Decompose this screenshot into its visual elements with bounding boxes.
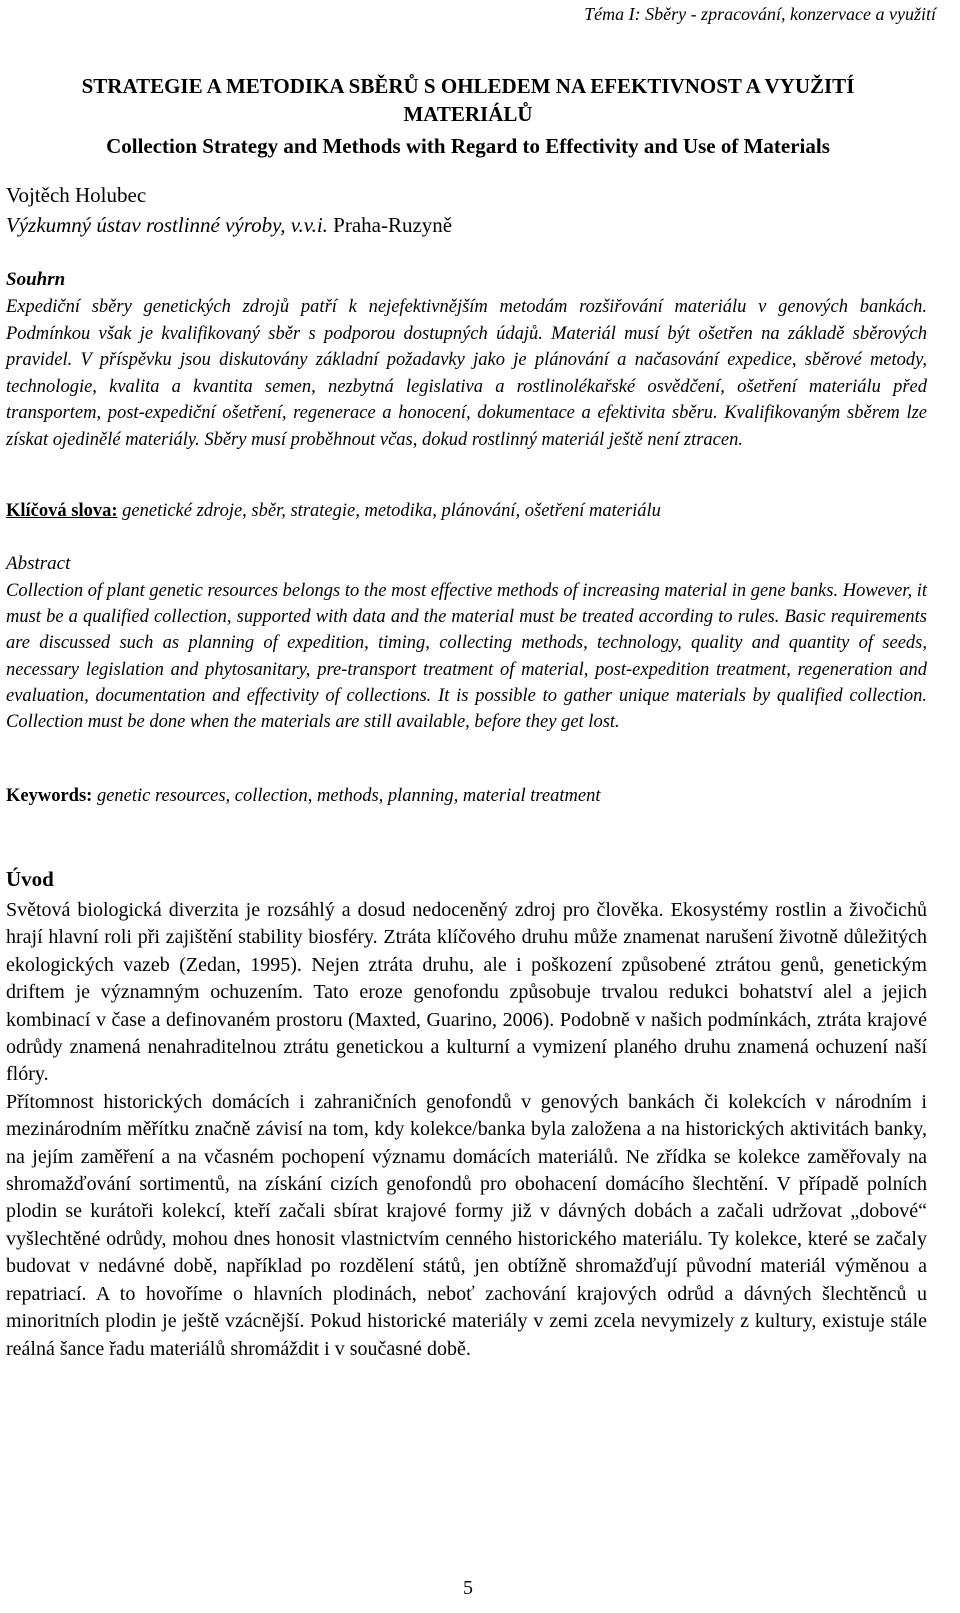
- keywords-en: [6, 786, 600, 807]
- souhrn-text: Expediční sběry genetických zdrojů patří k nejefektivnějším metodám rozšiřování materiálu v genových bankách. Podmínkou však je kvalifikovaný sběr s podporou dostupných údajů. Materiál musí být ošetřen na základě sběrových pravidel. V příspěvku jsou diskutovány základní požadavky jako je plánování a načasování expedice, sběrové metody, technologie, kvalita a kvantita semen, nezbytná legislativa a rostlinolékařské osvědčení, ošetření materiálu před transportem, post-expediční ošetření, regenerace a honocení, dokumentace a efektivita sběru. Kvalifikovaným sběrem lze získat ojedinělé materiály. Sběry musí proběhnout včas, dokud rostlinný materiál ještě není ztracen.: [6, 297, 927, 450]
- keywords-cz: [6, 501, 661, 522]
- keywords-cz-text: genetické zdroje, sběr, strategie, metodika, plánování, ošetření materiálu: [122, 501, 661, 521]
- uvod-heading: Úvod: [6, 867, 54, 891]
- affiliation-location: Praha-Ruzyně: [333, 213, 453, 237]
- abstract-text: Collection of plant genetic resources belongs to the most effective methods of increasing material in gene banks. However, it must be a qualified collection, supported with data and the material must be treated according to rules. Basic requirements are discussed such as planning of expedition, timing, collecting methods, technology, quality and quantity of seeds, necessary legislation and phytosanitary, pre-transport treatment of material, post-expedition treatment, regeneration and evaluation, documentation and effectivity of collections. It is possible to gather unique materials by qualified collection. Collection must be done when the materials are still available, before they get lost.: [6, 581, 927, 733]
- author-name: Vojtěch Holubec: [6, 183, 147, 207]
- uvod-body: [6, 897, 927, 1363]
- affiliation-institute: Výzkumný ústav rostlinné výroby, v.v.i.: [6, 213, 328, 237]
- page-number: 5: [463, 1577, 473, 1599]
- paper-title: [0, 72, 936, 160]
- title-cz-line1: STRATEGIE A METODIKA SBĚRŮ S OHLEDEM NA EFEKTIVNOST A VYUŽITÍ: [81, 74, 855, 98]
- souhrn-heading: Souhrn: [6, 269, 66, 290]
- uvod-paragraph: Světová biologická diverzita je rozsáhlý a dosud nedoceněný zdroj pro člověka. Ekosystémy rostlin a živočichů hrají hlavní roli při zajištění stability biosféry. Ztráta klíčového druhu může znamenat narušení životně důležitých ekologických vazeb (Zedan, 1995). Nejen ztráta druhu, ale i poškození způsobené ztrátou genů, genetickým driftem je významným ochuzením. Tato eroze genofondu způsobuje trvalou redukci bohatství alel a jejich kombinací v čase a definovaném prostoru (Maxted, Guarino, 2006). Podobně v našich podmínkách, ztráta krajové odrůdy znamená nenahraditelnou ztrátu genetickou a kulturní a vymizení planého druhu znamená ochuzení naší flóry.: [6, 899, 927, 1086]
- title-cz-line2: MATERIÁLŮ: [403, 102, 533, 126]
- running-head: Téma I: Sběry - zpracování, konzervace a využití: [584, 4, 936, 24]
- affiliation: [6, 213, 452, 238]
- abstract-heading: Abstract: [6, 553, 71, 574]
- keywords-en-text: genetic resources, collection, methods, planning, material treatment: [96, 786, 601, 806]
- uvod-paragraph: Přítomnost historických domácích i zahraničních genofondů v genových bankách či kolekcích v národním i mezinárodním měřítku značně závisí na tom, kdy kolekce/banka byla založena a na historických aktivitách banky, na jejím zaměření a na včasném pochopení významu domácích materiálů. Ne zřídka se kolekce zaměřovaly na shromažďování sortimentů, na získání cizích genofondů pro obohacení domácího šlechtění. V případě polních plodin se kurátoři kolekcí, kteří začali sbírat krajové formy již v dávných dobách a začali udržovat „dobové“ vyšlechtěné odrůdy, mohou dnes honosit vlastnictvím cenného historického materiálu. Ty kolekce, které se začaly budovat v nedávné době, například po rozdělení států, jen obtížně shromažďují původní materiál výměnou a repatriací. A to hovoříme o hlavních plodinách, neboť zachování krajových odrůd a dávných šlechtěnců u minoritních plodin je ještě vzácnější. Pokud historické materiály v zemi zcela nevymizely z kultury, existuje stále reálná šance řadu materiálů shromáždit i v současné době.: [6, 1090, 927, 1360]
- title-en: Collection Strategy and Methods with Regard to Effectivity and Use of Materials: [106, 134, 830, 158]
- keywords-cz-label: Klíčová slova:: [6, 501, 118, 521]
- keywords-en-label: Keywords:: [6, 786, 93, 806]
